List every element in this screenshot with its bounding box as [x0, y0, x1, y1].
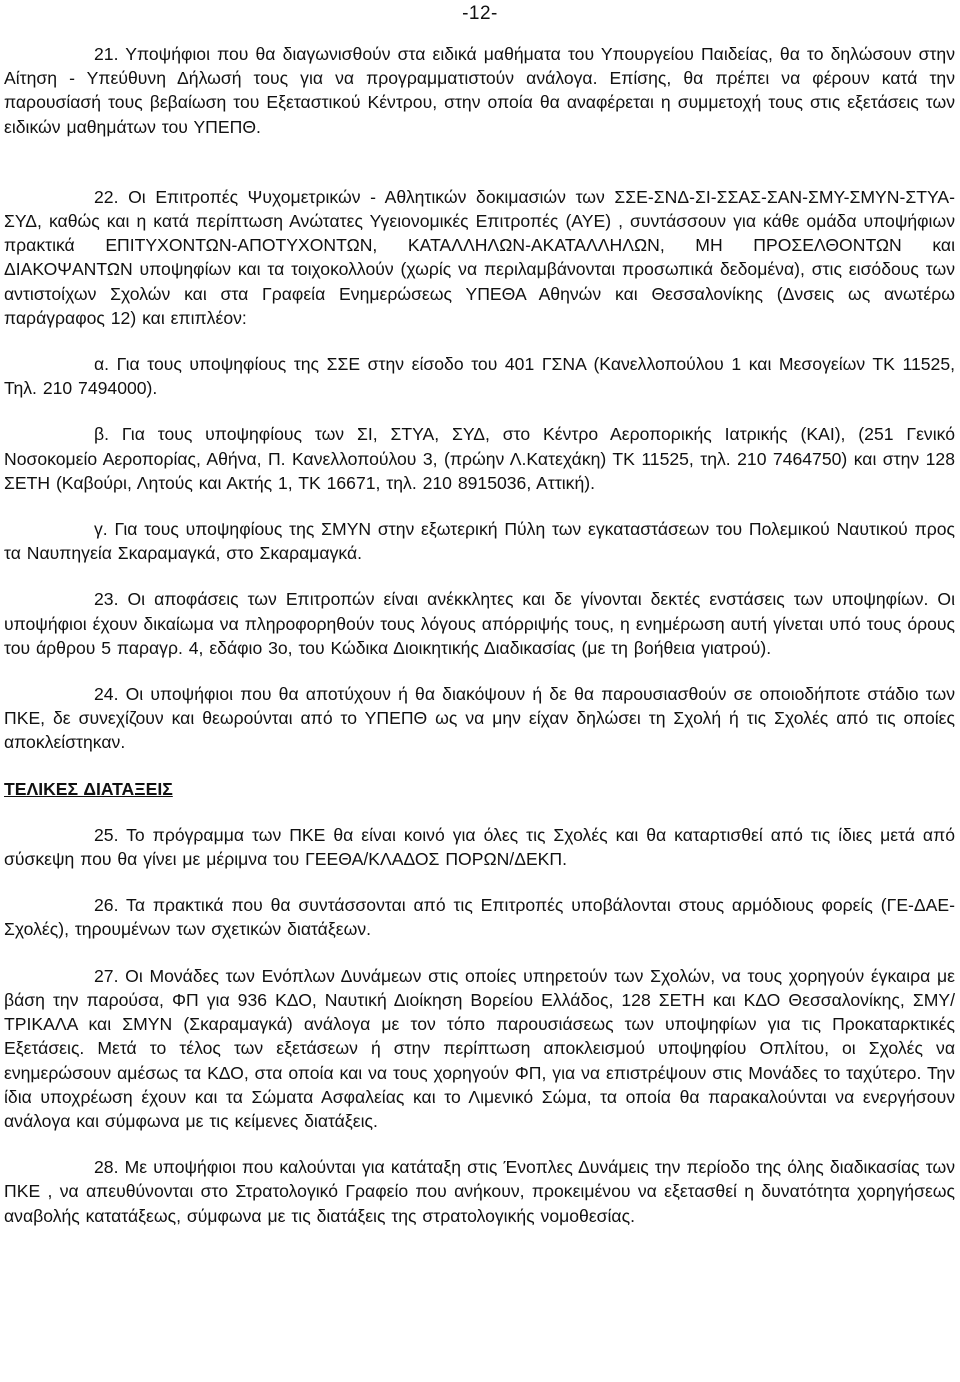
paragraph-22-c: γ. Για τους υποψηφίους της ΣΜΥΝ στην εξωτερική Πύλη των εγκαταστάσεων του Πολεμικού Ναυτικού προς τα Ναυπηγεία Σκαραμαγκά, στο Σκαραμαγκά. [4, 519, 955, 564]
paragraph-21: 21. Υποψήφιοι που θα διαγωνισθούν στα ειδικά μαθήματα του Υπουργείου Παιδείας, θα το δηλώσουν στην Αίτηση - Υπεύθυνη Δήλωσή τους για να προγραμματιστούν ανάλογα. Επίσης, θα πρέπει να φέρουν κατά την παρουσίασή τους βεβαίωση του Εξεταστικού Κέντρου, στην οποία θα αναφέρεται η συμμετοχή τους στις εξετάσεις των ειδικών μαθημάτων του ΥΠΕΠΘ. [4, 44, 955, 137]
paragraph-24: 24. Οι υποψήφιοι που θα αποτύχουν ή θα διακόψουν ή δε θα παρουσιασθούν σε οποιοδήποτε στάδιο των ΠΚΕ, δε συνεχίζουν και θεωρούνται από το ΥΠΕΠΘ ως να μην είχαν δηλώσει τη Σχολή ή τις Σχολές από τις οποίες αποκλείστηκαν. [4, 684, 955, 753]
paragraph-27: 27. Οι Μονάδες των Ενόπλων Δυνάμεων στις οποίες υπηρετούν των Σχολών, να τους χορηγούν έγκαιρα με βάση την παρούσα, ΦΠ για 936 ΚΔΟ, Ναυτική Διοίκηση Βορείου Ελλάδος, 128 ΣΕΤΗ και ΚΔΟ Θεσσαλονίκης, ΣΜΥ/ ΤΡΙΚΑΛΑ και ΣΜΥΝ (Σκαραμαγκά) ανάλογα με τον τόπο παρουσιάσεως των υποψηφίων για τις Προκαταρκτικές Εξετάσεις. Μετά το τέλος των εξετάσεων ή στην περίπτωση αποκλεισμού υποψηφίου Οπλίτου, οι Σχολές να ενημερώσουν αμέσως τα ΚΔΟ, στα οποία και να τους χορηγούν ΦΠ, για να επιστρέψουν στις Μονάδες το ταχύτερο. Την ίδια υποχρέωση έχουν και τα Σώματα Ασφαλείας και το Λιμενικό Σώμα, τα οποία θα παρακαλούνται να ενεργήσουν ανάλογα και σύμφωνα με τις κείμενες διατάξεις. [4, 965, 955, 1131]
paragraph-23: 23. Οι αποφάσεις των Επιτροπών είναι ανέκκλητες και δε γίνονται δεκτές ενστάσεις των υποψηφίων. Οι υποψήφιοι έχουν δικαίωμα να πληροφορηθούν τους λόγους απόρριψής τους, η ενημέρωση αυτή γίνεται υπό τους όρους του άρθρου 5 παραγρ. 4, εδάφιο 3ο, του Κώδικα Διοικητικής Διαδικασίας (με τη βοήθεια γιατρού). [4, 589, 955, 658]
paragraph-22: 22. Οι Επιτροπές Ψυχομετρικών - Αθλητικών δοκιμασιών των ΣΣΕ-ΣΝΔ-ΣΙ-ΣΣΑΣ-ΣΑΝ-ΣΜΥ-ΣΜΥΝ-ΣΤΥΑ-ΣΥΔ, καθώς και η κατά περίπτωση Ανώτατες Υγειονομικές Επιτροπές (ΑΥΕ) , συντάσσουν για κάθε ομάδα υποψήφιων πρακτικά ΕΠΙΤΥΧΟΝΤΩΝ-ΑΠΟΤΥΧΟΝΤΩΝ, ΚΑΤΑΛΛΗΛΩΝ-ΑΚΑΤΑΛΛΗΛΩΝ, ΜΗ ΠΡΟΣΕΛΘΟΝΤΩΝ και ΔΙΑΚΟΨΑΝΤΩΝ υποψηφίων και τα τοιχοκολλούν (χωρίς να περιλαμβάνονται προσωπικά δεδομένα), στις εισόδους των αντιστοίχων Σχολών και στα Γραφεία Ενημερώσεως ΥΠΕΘΑ Αθηνών και Θεσσαλονίκης (Δνσεις ως ανωτέρω παράγραφος 12) και επιπλέον: [4, 186, 955, 328]
paragraph-22-a: α. Για τους υποψηφίους της ΣΣΕ στην είσοδο του 401 ΓΣΝΑ (Κανελλοπούλου 1 και Μεσογείων ΤΚ 11525, Τηλ. 210 7494000). [4, 354, 955, 399]
document-body [4, 42, 955, 1228]
page-number: -12- [462, 3, 498, 24]
paragraph-22-b: β. Για τους υποψηφίους των ΣΙ, ΣΤΥΑ, ΣΥΔ, στο Κέντρο Αεροπορικής Ιατρικής (ΚΑΙ), (251 Γενικό Νοσοκομείο Αεροπορίας, Αθήνα, Π. Κανελλοπούλου 3, (πρώην Λ.Κατεχάκη) ΤΚ 11525, τηλ. 210 7464750) και στην 128 ΣΕΤΗ (Καβούρι, Λητούς και Ακτής 1, ΤΚ 16671, τηλ. 210 8915036, Αττική). [4, 424, 955, 493]
paragraph-25: 25. Το πρόγραμμα των ΠΚΕ θα είναι κοινό για όλες τις Σχολές και θα καταρτισθεί από τις ίδιες μετά από σύσκεψη που θα γίνει με μέριμνα του ΓΕΕΘΑ/ΚΛΑΔΟΣ ΠΟΡΩΝ/ΔΕΚΠ. [4, 824, 955, 870]
section-heading: ΤΕΛΙΚΕΣ ΔΙΑΤΑΞΕΙΣ [4, 778, 173, 799]
paragraph-26: 26. Τα πρακτικά που θα συντάσσονται από τις Επιτροπές υποβάλονται στους αρμόδιους φορείς (ΓΕ-ΔΑΕ-Σχολές), τηρουμένων των σχετικών διατάξεων. [4, 895, 955, 940]
paragraph-28: 28. Με υποψήφιοι που καλούνται για κατάταξη στις Ένοπλες Δυνάμεις την περίοδο της όλης διαδικασίας των ΠΚΕ , να απευθύνονται στο Στρατολογικό Γραφείο που ανήκουν, προκειμένου να εξετασθεί η δυνατότητα χορηγήσεως αναβολής κατατάξεως, σύμφωνα με τις διατάξεις της στρατολογικής νομοθεσίας. [4, 1157, 955, 1226]
